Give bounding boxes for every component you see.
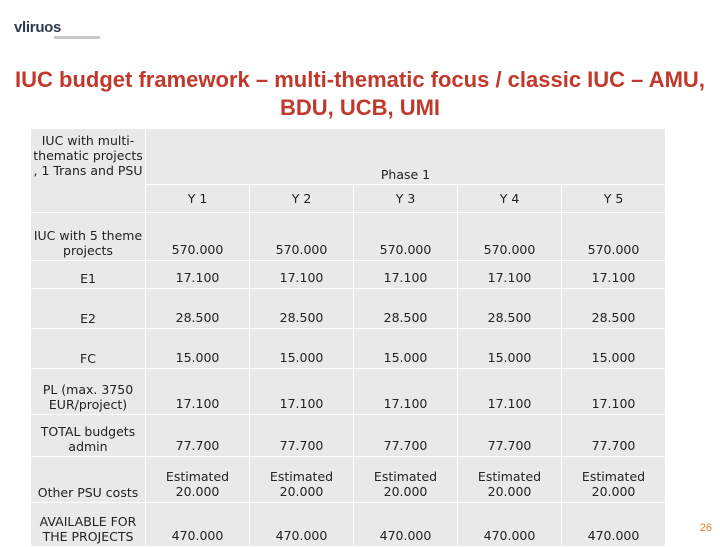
value-cell: 470.000	[250, 503, 354, 547]
value-cell: 570.000	[458, 213, 562, 261]
table-row	[31, 457, 666, 503]
row-label: E2	[31, 289, 146, 329]
year-header: Y 1	[146, 185, 250, 213]
value-cell: 28.500	[458, 289, 562, 329]
row-label: FC	[31, 329, 146, 369]
phase-label: Phase 1	[146, 129, 666, 185]
row-label: PL (max. 3750 EUR/project)	[31, 369, 146, 415]
value-cell: 17.100	[458, 261, 562, 289]
value-cell: 470.000	[146, 503, 250, 547]
year-header: Y 4	[458, 185, 562, 213]
value-cell: 570.000	[250, 213, 354, 261]
value-cell: Estimated 20.000	[146, 457, 250, 503]
value-cell: 28.500	[354, 289, 458, 329]
value-cell: 470.000	[562, 503, 666, 547]
value-cell: 17.100	[458, 369, 562, 415]
row-label: E1	[31, 261, 146, 289]
value-cell: 17.100	[146, 369, 250, 415]
year-header: Y 5	[562, 185, 666, 213]
table-row	[31, 289, 666, 329]
value-cell: 15.000	[562, 329, 666, 369]
logo-tagline-bar	[54, 36, 100, 39]
logo-wordmark: vliruos	[14, 19, 62, 36]
value-cell: 470.000	[354, 503, 458, 547]
value-cell: 17.100	[562, 369, 666, 415]
table-row	[31, 369, 666, 415]
page-number: 26	[699, 522, 712, 534]
row-label: Other PSU costs	[31, 457, 146, 503]
value-cell: 15.000	[250, 329, 354, 369]
value-cell: Estimated 20.000	[458, 457, 562, 503]
value-cell: 17.100	[250, 261, 354, 289]
value-cell: 28.500	[146, 289, 250, 329]
row-label: TOTAL budgets admin	[31, 415, 146, 457]
value-cell: 17.100	[354, 261, 458, 289]
value-cell: 77.700	[146, 415, 250, 457]
value-cell: 570.000	[562, 213, 666, 261]
value-cell: 77.700	[562, 415, 666, 457]
value-cell: Estimated 20.000	[562, 457, 666, 503]
corner-label: IUC with multi-thematic projects , 1 Trans and PSU	[31, 129, 146, 213]
value-cell: 17.100	[250, 369, 354, 415]
value-cell: 17.100	[354, 369, 458, 415]
value-cell: Estimated 20.000	[354, 457, 458, 503]
vliruos-logo	[10, 14, 100, 40]
table-row	[31, 415, 666, 457]
slide-title: IUC budget framework – multi-thematic focus / classic IUC – AMU, BDU, UCB, UMI	[15, 67, 705, 120]
row-label: IUC with 5 theme projects	[31, 213, 146, 261]
value-cell: 570.000	[354, 213, 458, 261]
value-cell: 470.000	[458, 503, 562, 547]
value-cell: 77.700	[354, 415, 458, 457]
table-row	[31, 329, 666, 369]
value-cell: 17.100	[562, 261, 666, 289]
value-cell: 17.100	[146, 261, 250, 289]
budget-table	[30, 128, 666, 547]
year-header: Y 2	[250, 185, 354, 213]
year-header: Y 3	[354, 185, 458, 213]
table-row	[31, 261, 666, 289]
value-cell: 15.000	[354, 329, 458, 369]
value-cell: 28.500	[250, 289, 354, 329]
value-cell: 28.500	[562, 289, 666, 329]
value-cell: 570.000	[146, 213, 250, 261]
value-cell: Estimated 20.000	[250, 457, 354, 503]
value-cell: 15.000	[146, 329, 250, 369]
phase-header-row	[31, 129, 666, 185]
value-cell: 15.000	[458, 329, 562, 369]
value-cell: 77.700	[250, 415, 354, 457]
row-label: AVAILABLE FOR THE PROJECTS	[31, 503, 146, 547]
value-cell: 77.700	[458, 415, 562, 457]
table-row	[31, 213, 666, 261]
